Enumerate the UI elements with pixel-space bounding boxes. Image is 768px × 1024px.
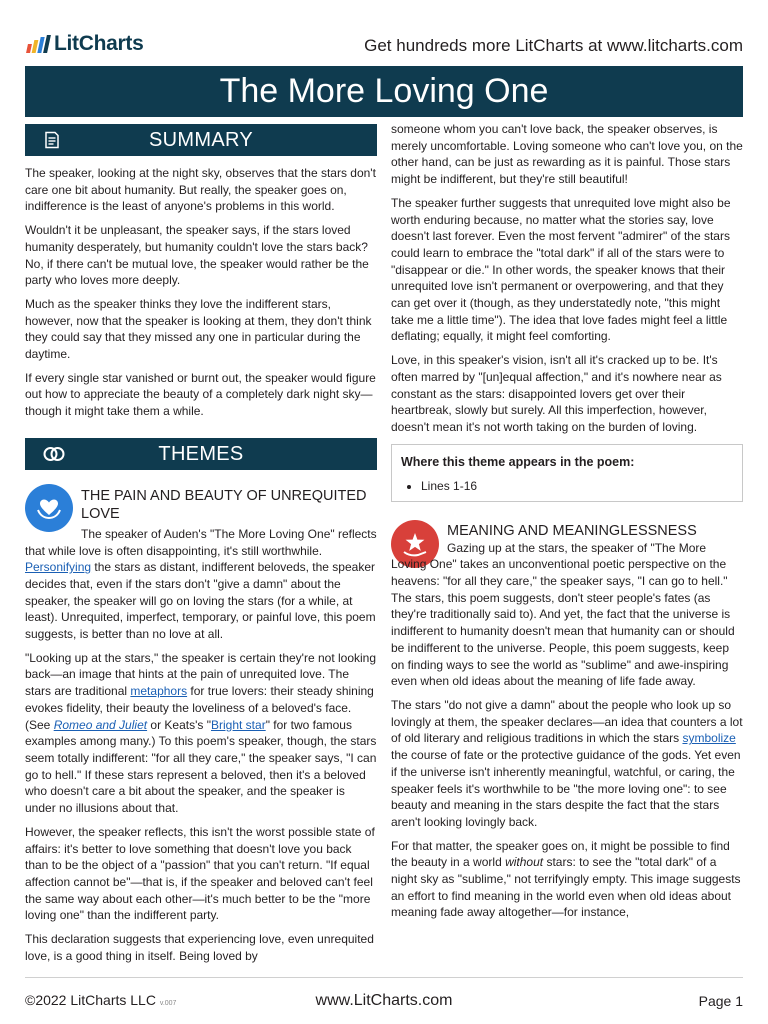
text-run: " for two famous examples among many.) To this poem's speaker, though, the stars seem totally indifferent: "for all they care," the speaker says, "I can go to hell." If these stars represent a beloved, then it's a beloved who doesn't care a bit about the speaker, and the speaker is under no illusions about that. (25, 717, 377, 816)
symbolize-link[interactable]: symbolize (682, 731, 736, 746)
metaphors-link[interactable]: metaphors (130, 684, 188, 699)
text-run: The speaker of Auden's "The More Loving One" reflects that while love is often disappointing, it's still worthwhile. (25, 526, 377, 558)
theme-unrequited-love-body (25, 526, 377, 965)
summary-paragraph: Much as the speaker thinks they love the indifferent stars, however, now that the speaker is looking at them, they don't think they could say that they missed any one in particular during the daytime. (25, 296, 372, 362)
theme-paragraph (391, 697, 743, 831)
summary-body (25, 165, 377, 420)
copyright-text: ©2022 LitCharts LLC (25, 992, 156, 1008)
themes-heading-label: THEMES (158, 442, 244, 465)
footer-divider (25, 977, 743, 978)
logo-text: LitCharts (54, 32, 144, 55)
footer-site-link[interactable]: www.LitCharts.com (315, 992, 453, 1009)
heart-hands-icon (25, 484, 73, 532)
text-run: without (505, 855, 544, 870)
theme-paragraph: someone whom you can't love back, the speaker observes, is merely uncomfortable. Loving someone who can't love you, on the other hand, can be just as rewarding as it is painful. Those stars might be indifferent, but they're still beautiful! (391, 122, 743, 187)
summary-heading-label: SUMMARY (149, 129, 253, 151)
text-run: "Looking up at the stars," the speaker is certain they're not looking back—an image that hints at the pain of unrequited love. The stars are traditional (25, 650, 377, 699)
theme-title: MEANING AND MEANINGLESSNESS (447, 522, 697, 539)
page-title: The More Loving One (25, 66, 743, 117)
theme-unrequited-love-header (25, 484, 377, 532)
text-run: or Keats's " (147, 717, 211, 732)
summary-paragraph: If every single star vanished or burnt out, the speaker would figure out how to appreciate the beauty of a completely dark night sky—though it might take them a while. (25, 370, 376, 419)
text-run: For that matter, the speaker goes on, it might be possible to find the beauty in a world (391, 838, 730, 870)
version-text: v.007 (159, 1000, 177, 1007)
theme-paragraph: The speaker further suggests that unrequited love might also be worth enduring because, no matter what the stories say, love doesn't last forever. Even the most fervent "admirer" of the stars could learn to embrace the "total dark" if all of the stars were to "disappear or die." In other words, the speaker knows that their unrequited love isn't permanent or overpowering, and that they can get over it (though, as they understatedly note, "this might take me a little time"). The idea that love fades might feel a little deflating; equally, it might feel comforting. (391, 195, 731, 344)
theme-paragraph: This declaration suggests that experiencing love, even unrequited love, is a good thing in itself. Being loved by (25, 932, 374, 963)
personifying-link[interactable]: Personifying (25, 560, 92, 575)
litcharts-logo[interactable] (27, 32, 143, 56)
document-icon (43, 131, 61, 149)
theme-appearances-box (391, 444, 743, 502)
theme-title: THE PAIN AND BEAUTY OF UNREQUITED LOVE (81, 487, 367, 522)
theme-paragraph: Love, in this speaker's vision, isn't all it's cracked up to be. It's often marred by "[un]equal affection," and it's nowhere near as constant as the stars: disappointed lovers get over their heartbreak, slowly but surely. All this imperfection, however, doesn't mean it's not worth taking on the burden of loving. (391, 353, 722, 434)
text-run: stars: to see the "total dark" of a night sky as "sublime," not terrifyingly empty. This image suggests an effort to find meaning in the world even when old ideas about meaning fade away altogether—for instance, (391, 855, 741, 920)
left-column (25, 124, 377, 971)
theme-paragraph (391, 838, 743, 922)
text-run: the course of fate or the protective guidance of the gods. Yet even if the universe isn't inherently meaningful, watchful, or caring, the speaker feels it's worthwhile to be "the more loving one": to see beauty and meaning in the stars despite the fact that the stars aren't looking lovingly back. (391, 748, 741, 829)
page-number: Page 1 (698, 993, 743, 1009)
text-run: The stars "do not give a damn" about the people who look up so lovingly at them, the speaker declares—an idea that counters a lot of old literary and religious traditions in which the stars (391, 697, 743, 746)
theme-paragraph: Gazing up at the stars, the speaker of "The More Loving One" takes an unconventional poetic perspective on the heavens: "for all they care," the speaker says, "I can go to hell." The stars, this poem suggests, don't steer people's fates (as they're traditionally said to). And yet, the fact that the universe is indifferent to humanity doesn't mean that humanity can or should be indifferent to the universe. People, this poem suggests, keep on finding ways to see the world as "sublime" and awe-inspiring even when old ideas about the meaning of life fade away. (391, 540, 735, 689)
theme-paragraph: However, the speaker reflects, this isn't the worst possible state of affairs: it's better to love something that doesn't love you back than to be the object of a "passion" that you can't return. "If equal affection cannot be"—that is, if the speaker and beloved can't feel the same way about each other—it's much better to be the "more loving one" than the indifferent party. (25, 824, 375, 923)
logo-bars-icon (27, 35, 49, 53)
theme-paragraph (25, 650, 377, 817)
themes-heading (25, 438, 377, 470)
theme-paragraph (25, 526, 377, 643)
summary-heading (25, 124, 377, 156)
summary-paragraph: Wouldn't it be unpleasant, the speaker says, if the stars loved humanity desperately, but humanity couldn't love the stars back? No, if there can't be mutual love, the speaker would rather be the party who loves more deeply. (25, 223, 369, 288)
summary-paragraph: The speaker, looking at the night sky, observes that the stars don't care one bit about humanity. But really, the speaker goes on, indifference is the least of anyone's problems in this world. (25, 166, 376, 214)
themes-rings-icon (43, 445, 65, 463)
romeo-and-juliet-link[interactable]: Romeo and Juliet (53, 717, 148, 732)
bright-star-link[interactable]: Bright star (211, 717, 266, 732)
text-run: the stars as distant, indifferent beloveds, the speaker decides that, even if the stars don't "give a damn" about the speaker, the speaker will go on loving the stars (for a while, at least). Unrequited, imperfect, temporary, or painful love, this poem suggests, is better than no love at all. (25, 560, 376, 642)
theme-meaning-body (391, 540, 743, 921)
appearance-lines-item[interactable]: • Lines 1-16 (421, 479, 733, 493)
appearances-box-title: Where this theme appears in the poem: (401, 454, 635, 469)
page-header (25, 30, 743, 64)
right-column (391, 121, 743, 928)
header-tagline[interactable]: Get hundreds more LitCharts at www.litcharts.com (364, 36, 743, 55)
text-run: for true lovers: their steady shining evokes fidelity, their beauty the loveliness of a beloved's face. (See (25, 684, 374, 732)
